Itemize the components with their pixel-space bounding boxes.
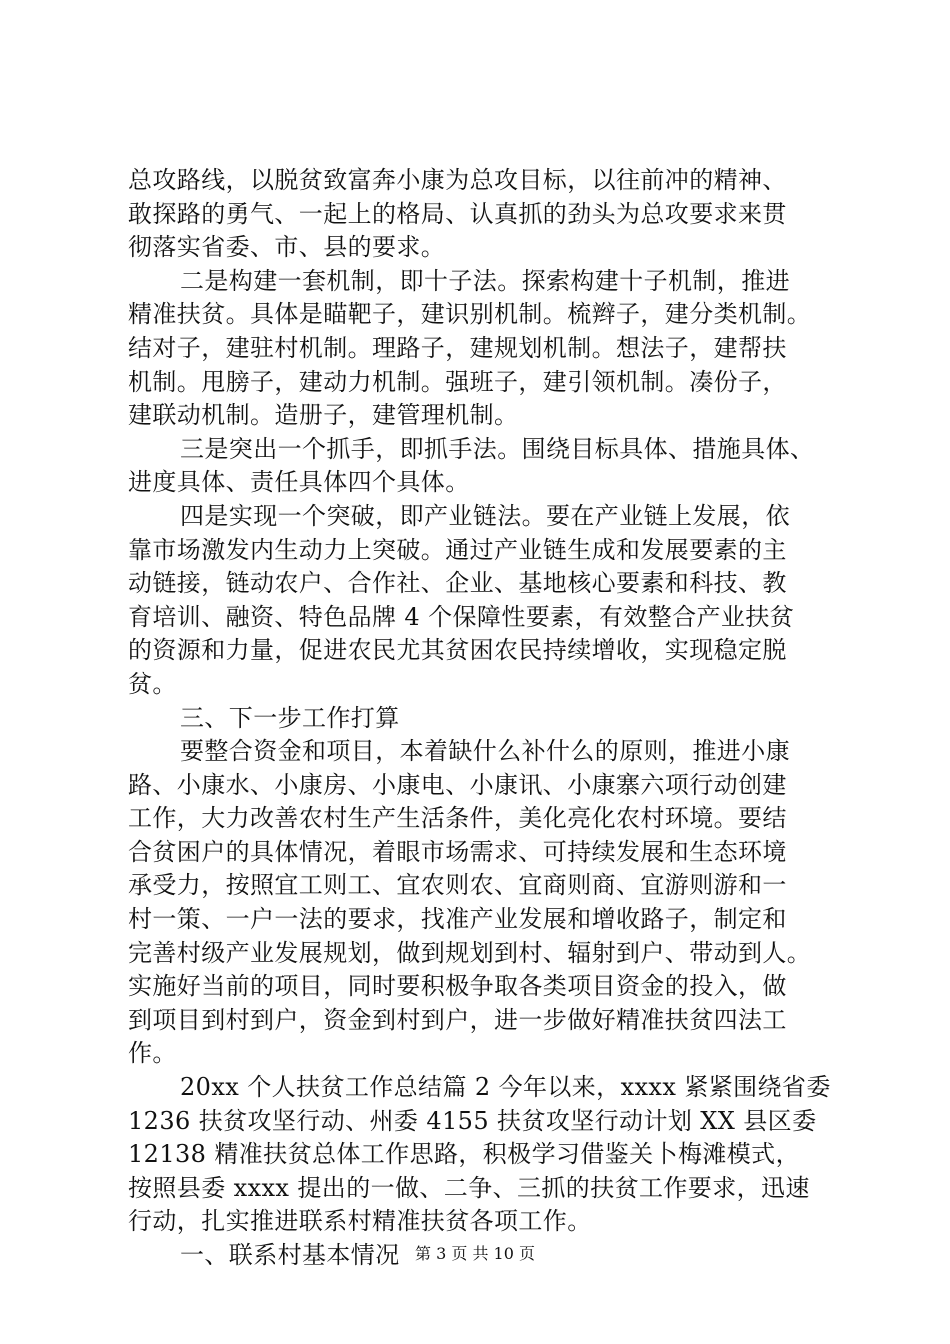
- text-line: 建联动机制。造册子，建管理机制。: [128, 401, 519, 430]
- text-line: 合贫困户的具体情况，着眼市场需求、可持续发展和生态环境: [128, 837, 787, 866]
- text-line: 村一策、一户一法的要求，找准产业发展和增收路子，制定和: [128, 905, 787, 934]
- text-line: 动链接，链动农户、合作社、企业、基地核心要素和科技、教: [128, 569, 787, 598]
- text-line: 到项目到村到户，资金到村到户，进一步做好精准扶贫四法工: [128, 1005, 787, 1034]
- text-line: 靠市场激发内生动力上突破。通过产业链生成和发展要素的主: [128, 535, 787, 564]
- paragraph-first-line: 三、下一步工作打算: [180, 703, 400, 732]
- text-line: 彻落实省委、市、县的要求。: [128, 233, 446, 262]
- paragraph-first-line: 四是实现一个突破，即产业链法。要在产业链上发展，依: [180, 501, 790, 530]
- text-line: 结对子，建驻村机制。理路子，建规划机制。想法子，建帮扶: [128, 333, 787, 362]
- text-line: 敢探路的勇气、一起上的格局、认真抓的劲头为总攻要求来贯: [128, 199, 787, 228]
- paragraph-first-line: 要整合资金和项目，本着缺什么补什么的原则，推进小康: [180, 737, 790, 766]
- text-line: 12138 精准扶贫总体工作思路，积极学习借鉴关卜梅滩模式，: [128, 1140, 800, 1169]
- text-line: 精准扶贫。具体是瞄靶子，建识别机制。梳辫子，建分类机制。: [128, 300, 812, 329]
- text-line: 行动，扎实推进联系村精准扶贫各项工作。: [128, 1207, 592, 1236]
- text-line: 工作，大力改善农村生产生活条件，美化亮化农村环境。要结: [128, 804, 787, 833]
- page-footer: 第 3 页 共 10 页: [415, 1244, 535, 1263]
- paragraph-first-line: 一、联系村基本情况: [180, 1241, 400, 1269]
- text-line: 作。: [128, 1039, 177, 1068]
- text-line: 的资源和力量，促进农民尤其贫困农民持续增收，实现稳定脱: [128, 636, 787, 665]
- text-line: 路、小康水、小康房、小康电、小康讯、小康寨六项行动创建: [128, 770, 787, 799]
- text-line: 完善村级产业发展规划，做到规划到村、辐射到户、带动到人。: [128, 938, 812, 967]
- text-line: 机制。甩膀子，建动力机制。强班子，建引领机制。凑份子，: [128, 367, 787, 396]
- paragraph-first-line: 20xx 个人扶贫工作总结篇 2 今年以来，xxxx 紧紧围绕省委: [180, 1073, 831, 1102]
- text-line: 按照县委 xxxx 提出的一做、二争、三抓的扶贫工作要求，迅速: [128, 1173, 810, 1202]
- document-body: [128, 164, 836, 1273]
- text-line: 1236 扶贫攻坚行动、州委 4155 扶贫攻坚行动计划 XX 县区委: [128, 1106, 817, 1135]
- text-line: 进度具体、责任具体四个具体。: [128, 468, 470, 497]
- paragraph-first-line: 二是构建一套机制，即十子法。探索构建十子机制，推进: [180, 266, 790, 295]
- text-line: 总攻路线，以脱贫致富奔小康为总攻目标，以往前冲的精神、: [128, 166, 787, 194]
- paragraph-first-line: 三是突出一个抓手，即抓手法。围绕目标具体、措施具体、: [180, 434, 815, 463]
- text-line: 承受力，按照宜工则工、宜农则农、宜商则商、宜游则游和一: [128, 871, 787, 900]
- text-line: 育培训、融资、特色品牌 4 个保障性要素，有效整合产业扶贫: [128, 602, 795, 631]
- text-line: 实施好当前的项目，同时要积极争取各类项目资金的投入，做: [128, 972, 787, 1001]
- text-line: 贫。: [128, 669, 177, 698]
